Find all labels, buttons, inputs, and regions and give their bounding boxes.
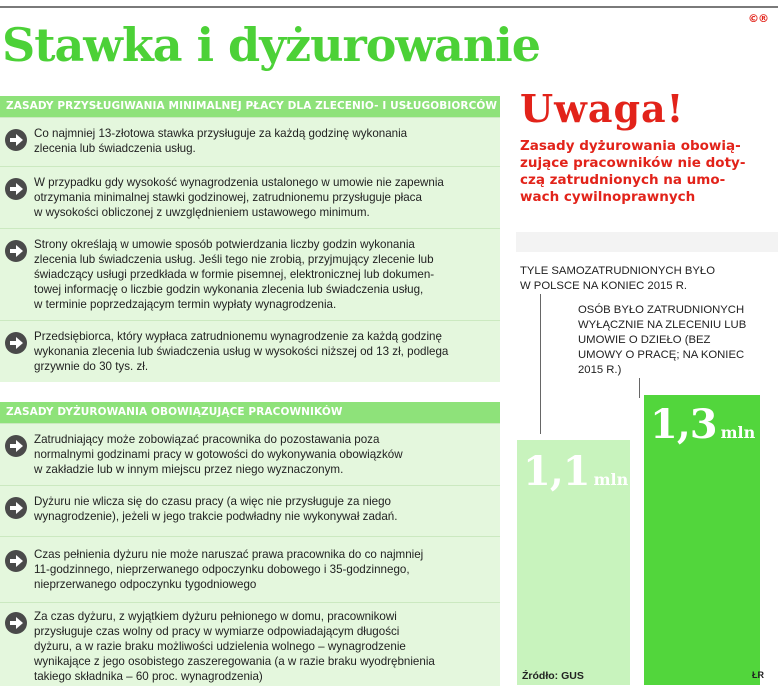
item-line: zlecenia lub świadczenia usług. [34,142,196,155]
arrow-right-icon [5,178,27,200]
item-line: takiego składnika – 60 proc. wynagrodzenia) [34,670,263,683]
section-header: ZASADY DYŻUROWANIA OBOWIĄZUJĄCE PRACOWNIKÓW [0,402,500,423]
section-minimum-wage [0,96,500,382]
chart-top-band [516,232,778,252]
bar-civil-contracts [644,395,760,685]
item-line: Co najmniej 13-złotowa stawka przysługuje za każdą godzinę wykonania [34,127,408,140]
bar-2-label [578,303,768,378]
item-line: Czas pełnienia dyżuru nie może naruszać prawa pracownika do co najmniej [34,548,424,561]
list-item [0,166,500,228]
top-rule [0,6,778,8]
item-line: Przedsiębiorca, który wypłaca zatrudnionemu wynagrodzenie za każdą godzinę [34,330,442,343]
item-line: towej informację o liczbie godzin wykonania zlecenia lub świadczenia usług, [34,283,424,296]
item-line: Strony określają w umowie sposób potwierdzania liczby godzin wykonania [34,238,415,251]
section-on-call-duty [0,402,500,686]
arrow-right-icon [5,332,27,354]
item-line: wynikające z jego osobistego zaszeregowania (a w razie braku wyodrębnienia [34,655,435,668]
item-line: normalnymi godzinami pracy w gotowości do wykonywania obowiązków [34,448,403,461]
bar-1-label-line: W POLSCE NA KONIEC 2015 R. [520,280,687,292]
arrow-right-icon [5,497,27,519]
list-item [0,536,500,602]
bar-1-value-label [523,448,629,495]
item-line: nieprzerwanego odpoczynku tygodniowego [34,578,257,591]
warning-line: wach cywilnoprawnych [520,189,696,205]
bar-1-unit: mln [593,470,629,489]
page-title: Stawka i dyżurowanie [2,18,541,72]
bar-2-label-line: WYŁĄCZNIE NA ZLECENIU LUB [578,319,747,331]
item-line: W przypadku gdy wysokość wynagrodzenia ustalonego w umowie nie zapewnia [34,176,444,189]
bar-2-unit: mln [720,423,756,442]
bar-2-value-label [650,401,756,448]
warning-heading: Uwaga! [520,86,685,131]
warning-text [520,138,770,206]
arrow-right-icon [5,129,27,151]
item-line: Dyżuru nie wlicza się do czasu pracy (a więc nie przysługuje za niego [34,495,391,508]
bar-1-leader-line [540,294,541,434]
author-credit: ŁR [752,670,764,680]
item-line: wynagrodzenie), jeżeli w jego trakcie podwładny nie wykonywał zadań. [34,510,398,523]
list-item [0,320,500,382]
item-line: Zatrudniający może zobowiązać pracownika do pozostawania poza [34,433,380,446]
list-item [0,228,500,320]
item-line: przysługuje czas wolny od pracy w wymiarze odpowiadającym długości [34,625,400,638]
item-line: w terminie poprzedzającym termin wypłaty wynagrodzenia. [34,298,337,311]
item-line: w wysokości obliczonej z uwzględnieniem ustawowego minimum. [34,206,370,219]
arrow-right-icon [5,612,27,634]
bar-1-label-line: TYLE SAMOZATRUDNIONYCH BYŁO [520,265,716,277]
warning-line: zujące pracowników nie doty- [520,155,746,171]
list-item [0,423,500,485]
bar-2-label-line: UMOWY O PRACĘ; NA KONIEC [578,349,745,361]
publisher-logo-icon: ©® [748,12,768,25]
item-line: zlecenia lub świadczenia usług. Jeśli tego nie zrobią, przyjmujący zlecenie lub [34,253,434,266]
item-line: grzywnie do 30 tys. zł. [34,360,149,373]
arrow-right-icon [5,240,27,262]
source-note: Źródło: GUS [522,670,584,682]
item-line: Za czas dyżuru, z wyjątkiem dyżuru pełnionego w domu, pracownikowi [34,610,397,623]
bar-2-value: 1,3 [650,401,717,448]
list-item [0,117,500,166]
arrow-right-icon [5,435,27,457]
bar-1-label [520,264,760,294]
warning-line: czą zatrudnionych na umo- [520,172,726,188]
item-line: otrzymania minimalnej stawki godzinowej, zatrudnionemu przysługuje płaca [34,191,422,204]
item-line: wykonania zlecenia lub świadczenia usług w wysokości niższej od 13 zł, podlega [34,345,449,358]
bar-self-employed [517,440,630,685]
bar-2-leader-line [639,378,640,398]
bar-1-value: 1,1 [523,448,590,495]
item-line: dyżuru, a w razie braku możliwości udzielenia wolnego – wynagrodzenie [34,640,406,653]
section-header: ZASADY PRZYSŁUGIWANIA MINIMALNEJ PŁACY DLA ZLECENIO- I USŁUGOBIORCÓW [0,96,500,117]
bar-2-label-line: UMOWIE O DZIEŁO (BEZ [578,334,711,346]
bar-2-label-line: 2015 R.) [578,364,622,376]
warning-line: Zasady dyżurowania obowią- [520,138,741,154]
item-line: w zakładzie lub w innym miejscu przez niego wyznaczonym. [34,463,344,476]
bar-2-label-line: OSÓB BYŁO ZATRUDNIONYCH [578,304,745,316]
item-line: świadczący usługi przedkłada w formie pisemnej, elektronicznej lub dokumen- [34,268,435,281]
list-item [0,602,500,686]
item-line: 11-godzinnego, nieprzerwanego odpoczynku dobowego i 35-godzinnego, [34,563,410,576]
arrow-right-icon [5,550,27,572]
list-item [0,485,500,536]
